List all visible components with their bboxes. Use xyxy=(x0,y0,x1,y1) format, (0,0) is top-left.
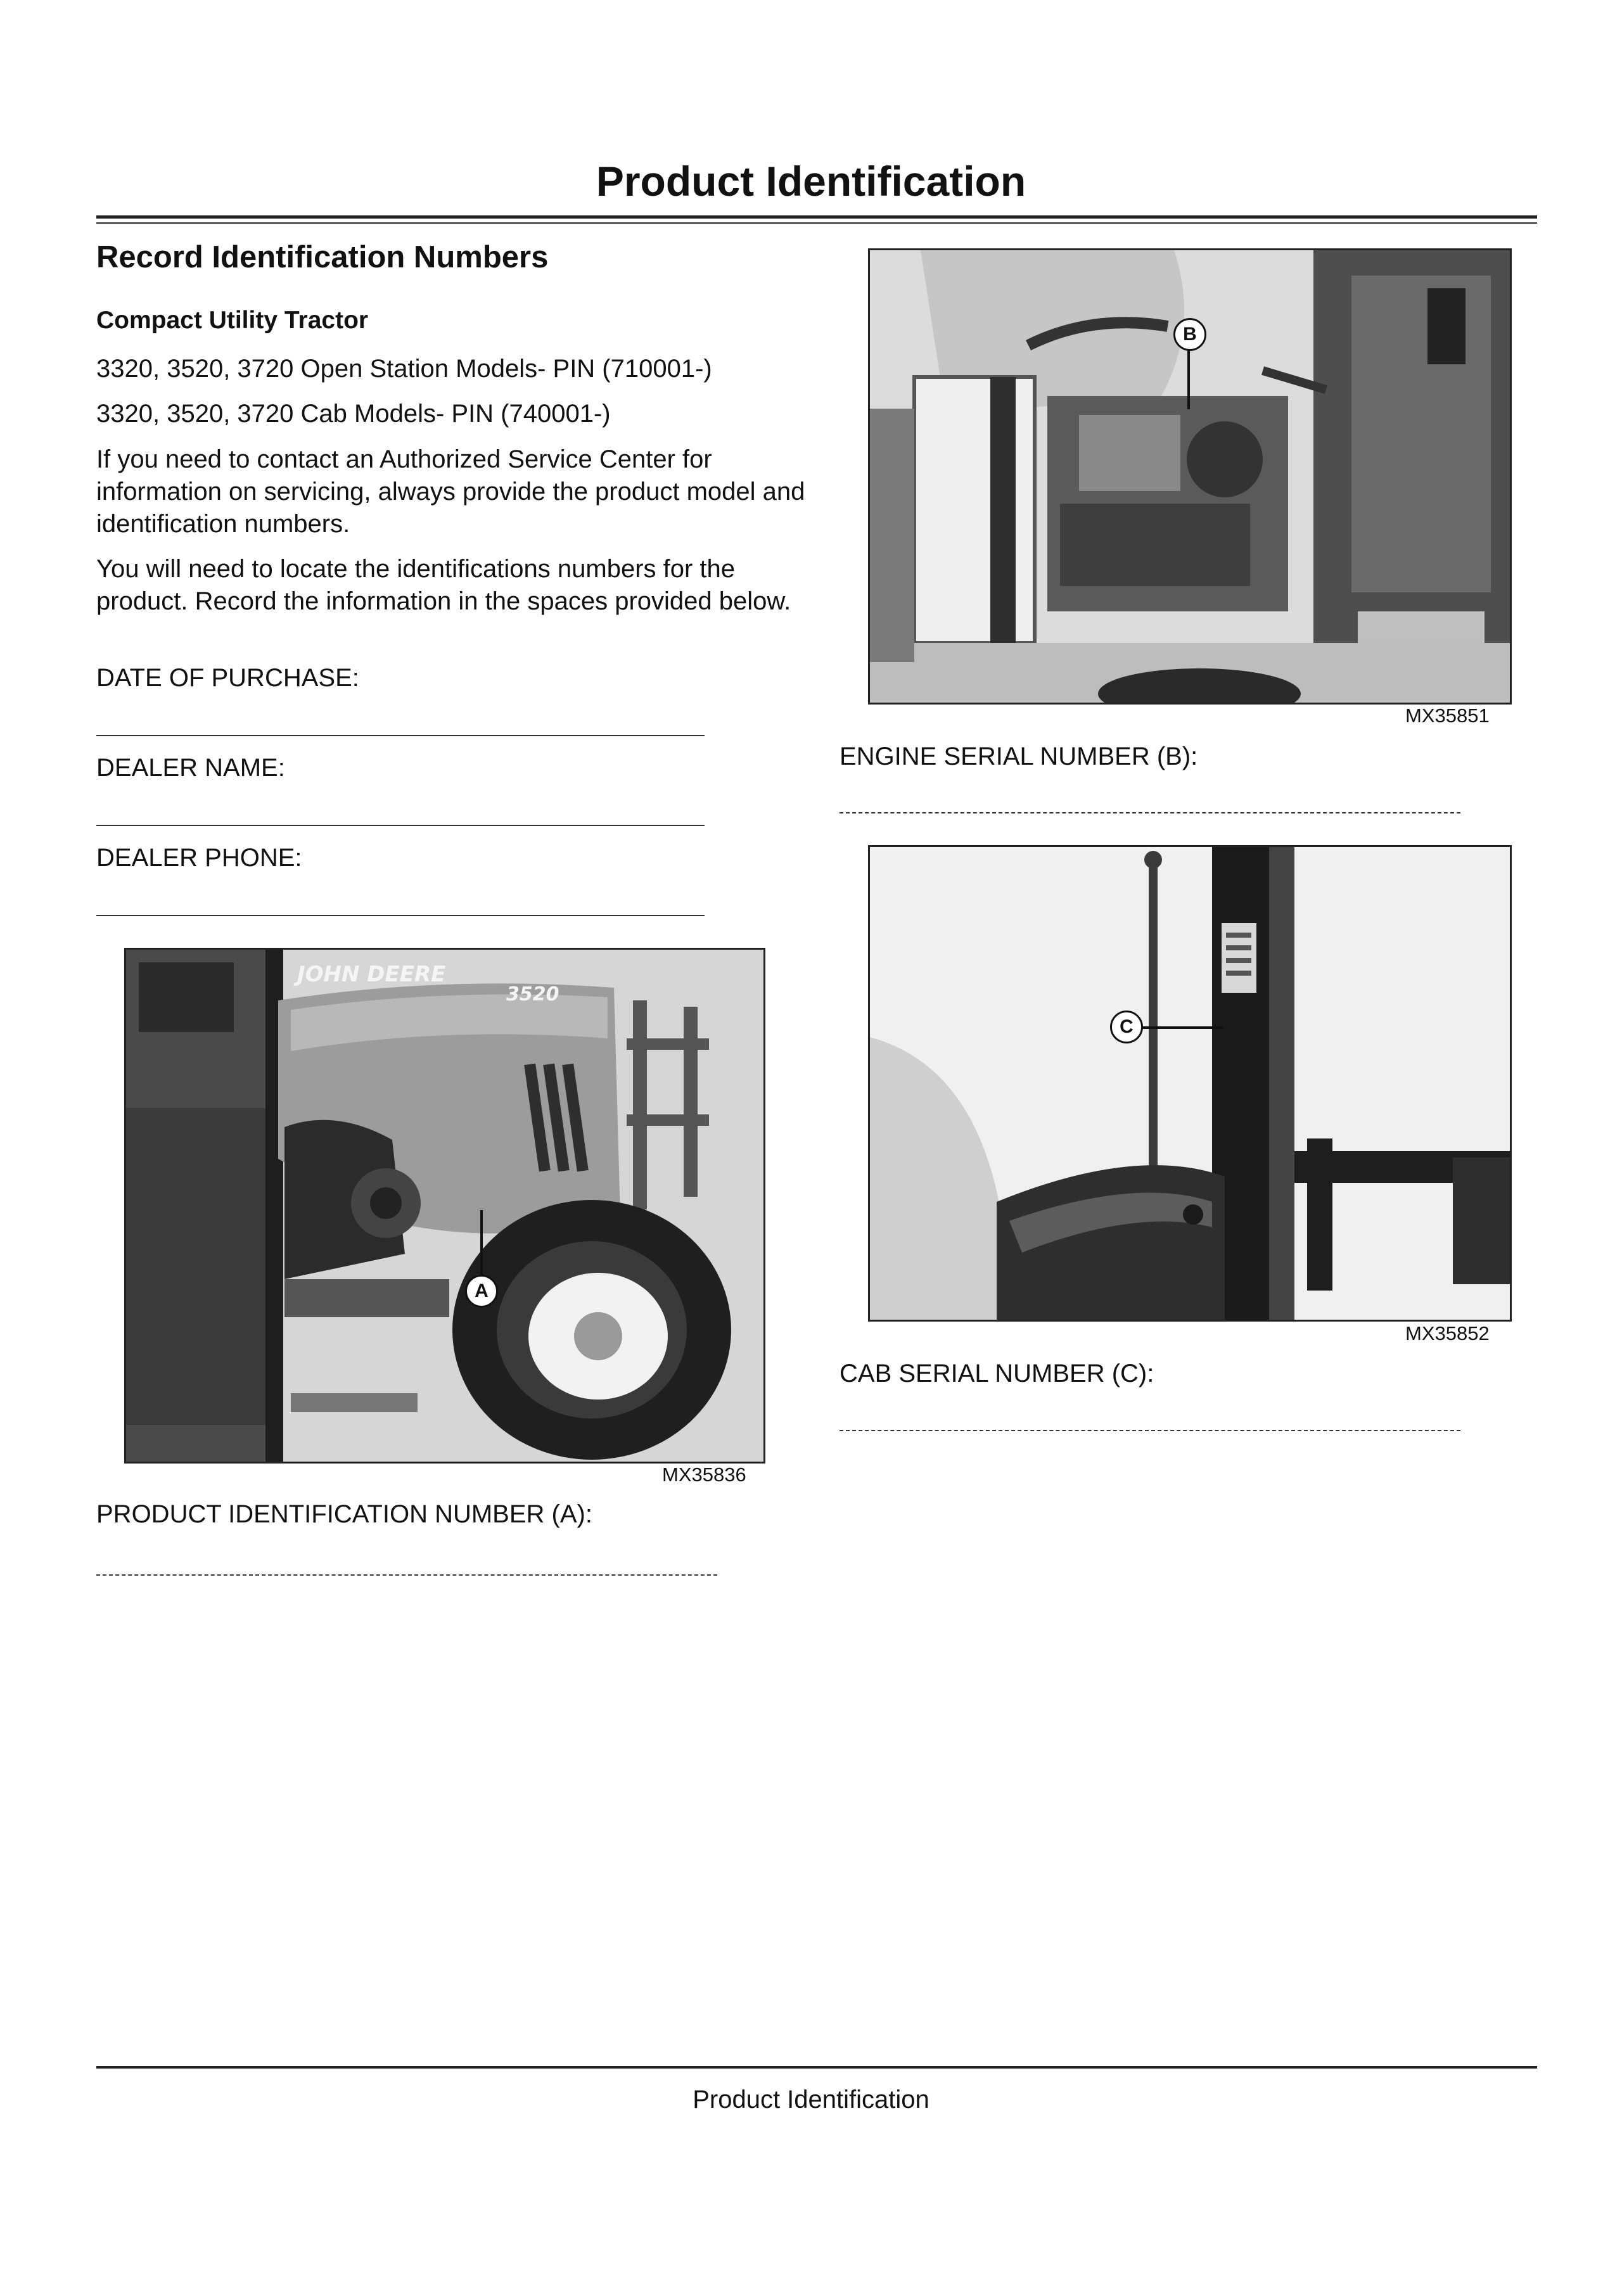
cab-serial-label: CAB SERIAL NUMBER (C): xyxy=(840,1360,1154,1387)
callout-a: A xyxy=(465,1275,498,1308)
callout-b-leader xyxy=(1187,349,1190,409)
dealer-name-label: DEALER NAME: xyxy=(96,754,285,782)
callout-b: B xyxy=(1173,318,1206,351)
open-station-paragraph: 3320, 3520, 3720 Open Station Models- PIN (710001-) xyxy=(96,355,712,383)
title-rule-thin xyxy=(96,222,1537,224)
figure-code-engine: MX35851 xyxy=(1405,705,1490,727)
dealer-name-line xyxy=(96,825,705,826)
date-of-purchase-line xyxy=(96,735,705,736)
cab-post-photo xyxy=(870,847,1510,1320)
tractor-front-photo xyxy=(126,950,763,1462)
engine-serial-line xyxy=(840,812,1460,813)
callout-a-leader xyxy=(480,1210,483,1279)
subheading: Compact Utility Tractor xyxy=(96,307,369,334)
page-title: Product Identification xyxy=(596,158,1026,205)
tractor-brand-text: JOHN DEERE xyxy=(297,962,446,987)
contact-paragraph: If you need to contact an Authorized Service Center for information on servicing, always provide the product model and identification numbers. xyxy=(96,445,805,538)
figure-code-tractor: MX35836 xyxy=(662,1464,746,1486)
locate-paragraph: You will need to locate the identifications numbers for the product. Record the information in the spaces provided below. xyxy=(96,555,791,615)
product-id-label: PRODUCT IDENTIFICATION NUMBER (A): xyxy=(96,1500,592,1528)
title-rule-thick xyxy=(96,215,1537,219)
engine-serial-label: ENGINE SERIAL NUMBER (B): xyxy=(840,743,1198,770)
dealer-phone-line xyxy=(96,915,705,916)
cab-serial-line xyxy=(840,1430,1460,1431)
engine-figure xyxy=(868,248,1512,705)
dealer-phone-label: DEALER PHONE: xyxy=(96,844,302,872)
figure-code-cab: MX35852 xyxy=(1405,1322,1490,1344)
callout-c: C xyxy=(1110,1011,1143,1043)
tractor-figure xyxy=(124,948,765,1464)
footer-rule xyxy=(96,2066,1537,2069)
date-of-purchase-label: DATE OF PURCHASE: xyxy=(96,664,359,692)
product-id-line xyxy=(96,1574,717,1576)
cab-figure xyxy=(868,845,1512,1322)
page-footer: Product Identification xyxy=(693,2086,929,2114)
tractor-model-text: 3520 xyxy=(506,983,559,1005)
section-heading: Record Identification Numbers xyxy=(96,240,549,274)
cab-models-paragraph: 3320, 3520, 3720 Cab Models- PIN (740001-) xyxy=(96,400,611,428)
callout-c-leader xyxy=(1141,1026,1223,1029)
